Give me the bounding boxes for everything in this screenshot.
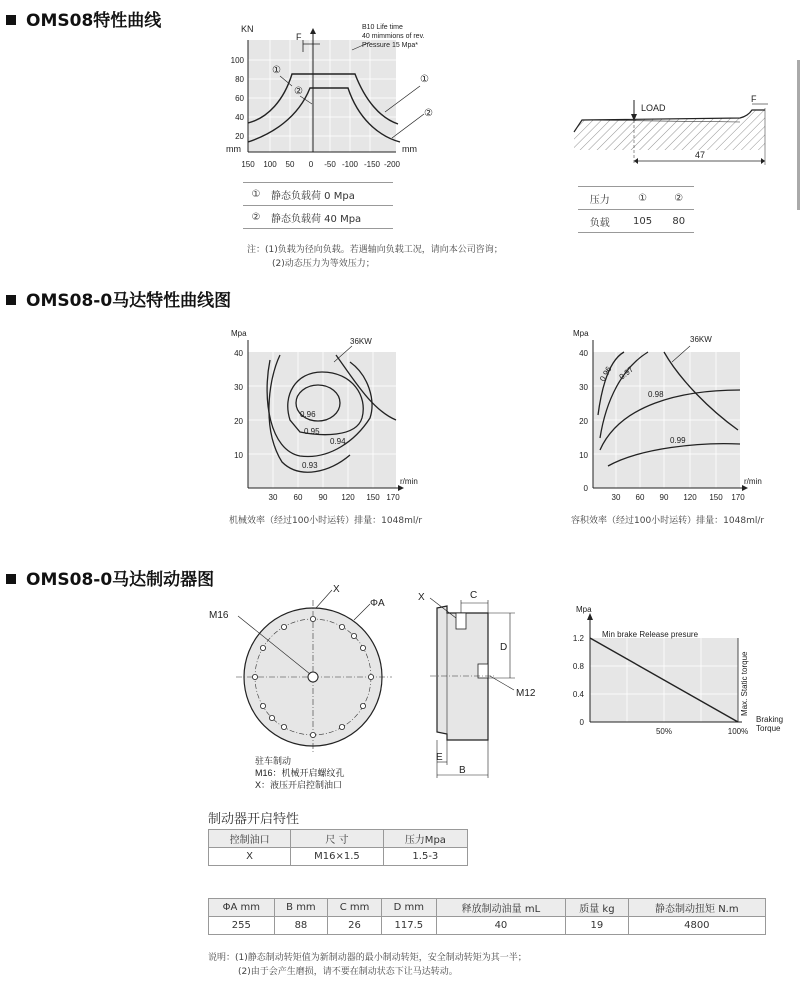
- y-tick: 20: [235, 132, 244, 141]
- table-header: B mm: [274, 899, 328, 917]
- brake-note: M16：机械开启螺纹孔: [255, 768, 345, 778]
- contour-label: 0.97: [617, 364, 636, 382]
- table-header: ΦA mm: [209, 899, 275, 917]
- y-tick: 40: [234, 349, 243, 358]
- load-header: 压力: [578, 187, 622, 210]
- contour-label: 0.94: [330, 437, 346, 446]
- x-tick: 100%: [727, 727, 749, 736]
- x-tick: 30: [611, 493, 621, 502]
- load-label: LOAD: [641, 103, 666, 113]
- load-header: ②: [664, 187, 694, 210]
- table-cell: X: [209, 848, 291, 866]
- x-tick: -50: [324, 160, 336, 169]
- x-tick: 170: [386, 493, 400, 502]
- b10-line: Pressure 15 Mpa*: [362, 42, 419, 49]
- table-cell: 1.5-3: [383, 848, 467, 866]
- y-unit: Mpa: [576, 605, 592, 614]
- x-unit-left: mm: [226, 144, 241, 154]
- x-tick: 30: [268, 493, 278, 502]
- chart-title: Min brake Release presure: [602, 630, 699, 639]
- y-unit: Mpa: [231, 329, 247, 338]
- contour-label: 0.99: [670, 436, 686, 445]
- x-tick: 60: [635, 493, 645, 502]
- contour-label: 0.95: [304, 427, 320, 436]
- contour-label: 0.98: [648, 390, 664, 399]
- table-header: C mm: [328, 899, 382, 917]
- table-cell: 255: [209, 917, 275, 935]
- x-tick: 150: [709, 493, 723, 502]
- power-label: 36KW: [350, 337, 372, 346]
- brake-open-table: [208, 829, 468, 866]
- x-tick: 120: [341, 493, 355, 502]
- table-header: 尺 寸: [291, 830, 384, 848]
- brake-note: 驻车制动: [255, 756, 292, 766]
- label-x: X: [333, 584, 340, 595]
- y-tick: 0.8: [572, 662, 584, 671]
- load-shaft-diagram: [574, 94, 768, 165]
- legend-mark: ①: [243, 183, 269, 206]
- y-tick: 30: [579, 383, 588, 392]
- section-title-text: OMS08特性曲线: [26, 11, 162, 31]
- label-e: E: [436, 752, 443, 763]
- x-tick: 90: [659, 493, 669, 502]
- x-tick: -150: [363, 160, 381, 169]
- curve-label: ①: [272, 65, 281, 76]
- label-m12: M12: [516, 688, 536, 699]
- x-tick: 0: [308, 160, 314, 169]
- table-cell: 40: [436, 917, 565, 935]
- x-unit: r/min: [400, 477, 418, 486]
- dimension-label: 47: [694, 150, 706, 160]
- f-label: F: [751, 94, 757, 104]
- brake-side-view: [418, 590, 536, 778]
- label-b: B: [459, 765, 466, 776]
- note-line: (2)由于会产生磨损，请不要在制动状态下让马达转动。: [238, 967, 458, 977]
- y-tick: 40: [579, 349, 588, 358]
- label-m16: M16: [209, 610, 229, 621]
- brake-front-view: [209, 584, 392, 790]
- y-tick: 10: [579, 451, 588, 460]
- y-tick: 0: [579, 718, 584, 727]
- x-tick: 50%: [655, 727, 673, 736]
- x-label: Braking: [756, 715, 784, 724]
- x-label: Torque: [756, 724, 781, 733]
- x-unit-right: mm: [402, 144, 417, 154]
- load-table: [578, 186, 694, 233]
- label-phi-a: ΦA: [370, 598, 385, 609]
- note-line: 说明：(1)静态制动转矩值为新制动器的最小制动转矩，安全制动转矩为其一半；: [208, 953, 527, 963]
- legend-mark: ②: [243, 206, 269, 229]
- vol-efficiency-chart: [573, 329, 762, 502]
- b10-line: 40 mimmions of rev.: [362, 33, 425, 40]
- x-tick: 50: [285, 160, 295, 169]
- legend-text: 静态负载荷 0 Mpa: [269, 183, 393, 206]
- legend-table: [243, 182, 393, 229]
- x-tick: 170: [731, 493, 745, 502]
- y-tick: 0.4: [572, 690, 584, 699]
- table-header: 控制油口: [209, 830, 291, 848]
- chart-caption: 机械效率（经过100小时运转）排量：1048ml/r: [229, 516, 423, 526]
- curve-label: ②: [294, 86, 303, 97]
- table-cell: 88: [274, 917, 328, 935]
- load-cell: 负载: [578, 210, 622, 233]
- x-tick: 150: [241, 160, 255, 169]
- brake-release-chart: [573, 605, 783, 736]
- f-label: F: [296, 32, 302, 42]
- y-tick: 100: [230, 56, 244, 65]
- y-unit: Mpa: [573, 329, 589, 338]
- y-tick: 40: [235, 113, 244, 122]
- x-tick: -100: [341, 160, 359, 169]
- x-tick: 90: [318, 493, 328, 502]
- y-tick: 0: [583, 484, 588, 493]
- section-title-text: OMS08-0马达特性曲线图: [26, 291, 232, 311]
- x-unit: r/min: [744, 477, 762, 486]
- y-tick: 30: [234, 383, 243, 392]
- x-tick: 150: [366, 493, 380, 502]
- y-unit-label: KN: [241, 24, 254, 34]
- table-cell: 117.5: [381, 917, 436, 935]
- label-c: C: [470, 590, 478, 601]
- table-header: 释放制动油量 mL: [436, 899, 565, 917]
- mech-efficiency-chart: [231, 329, 418, 502]
- y-tick: 1.2: [572, 634, 584, 643]
- table-header: 质量 kg: [566, 899, 629, 917]
- label-x: X: [418, 592, 425, 603]
- table-header: 静态制动扭矩 N.m: [628, 899, 765, 917]
- b10-line: B10 Life time: [362, 24, 403, 31]
- note-line: 注：(1)负载为径向负载。若遇轴向负载工况，请向本公司咨询；: [247, 245, 503, 255]
- brake-note: X：液压开启控制油口: [255, 780, 343, 790]
- y-tick: 60: [235, 94, 244, 103]
- load-cell: 105: [622, 210, 664, 233]
- curve-label: ①: [420, 74, 429, 85]
- right-label: Max. Static torque: [740, 651, 749, 716]
- contour-label: 0.93: [302, 461, 318, 470]
- x-tick: 120: [683, 493, 697, 502]
- label-d: D: [500, 642, 508, 653]
- contour-label: 0.96: [300, 410, 316, 419]
- load-curve-chart: [226, 24, 433, 169]
- table-header: D mm: [381, 899, 436, 917]
- section-title-text: OMS08-0马达制动器图: [26, 570, 215, 590]
- power-label: 36KW: [690, 335, 712, 344]
- x-tick: 60: [293, 493, 303, 502]
- y-tick: 10: [234, 451, 243, 460]
- table-cell: 26: [328, 917, 382, 935]
- brake-spec-table: [208, 898, 766, 935]
- y-tick: 20: [579, 417, 588, 426]
- load-header: ①: [622, 187, 664, 210]
- y-tick: 80: [235, 75, 244, 84]
- chart-caption: 容积效率（经过100小时运转）排量：1048ml/r: [571, 516, 765, 526]
- brake-open-title: 制动器开启特性: [208, 812, 300, 827]
- legend-text: 静态负载荷 40 Mpa: [269, 206, 393, 229]
- load-cell: 80: [664, 210, 694, 233]
- table-cell: 19: [566, 917, 629, 935]
- table-cell: 4800: [628, 917, 765, 935]
- x-tick: -200: [383, 160, 401, 169]
- curve-label: ②: [424, 108, 433, 119]
- x-tick: 100: [263, 160, 277, 169]
- table-header: 压力Mpa: [383, 830, 467, 848]
- table-cell: M16×1.5: [291, 848, 384, 866]
- note-line: (2)动态压力为等效压力；: [272, 259, 375, 269]
- y-tick: 20: [234, 417, 243, 426]
- contour-label: 0.96: [597, 365, 614, 383]
